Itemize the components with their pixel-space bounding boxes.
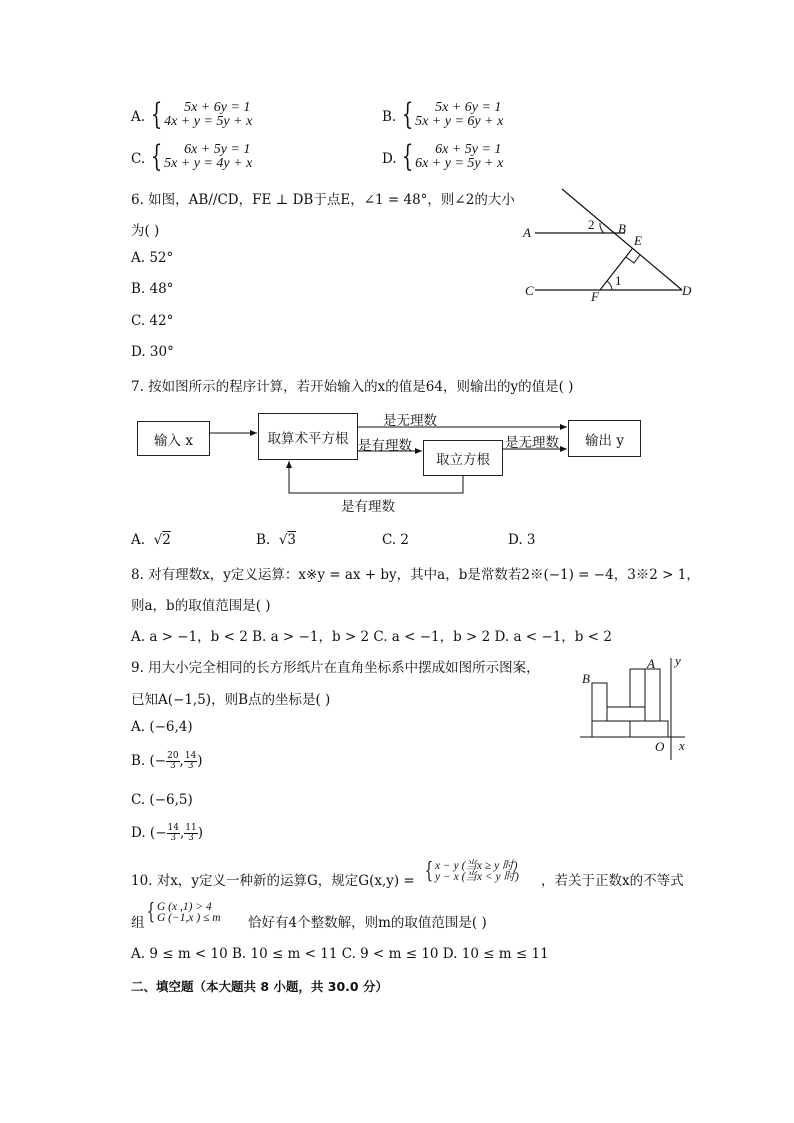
rect-middle: [607, 707, 645, 721]
q10-stem-line1-prefix: 10. 对x，y定义一种新的运算G，规定G(x,y) =: [131, 873, 415, 889]
q10-stem-line1-suffix: ，若关于正数x的不等式: [541, 873, 684, 889]
q6-option-b: B. 48°: [131, 281, 174, 297]
q8-stem-line2: 则a，b的取值范围是( ): [131, 598, 271, 614]
q10-case1: x − y (当x ≥ y 时): [435, 860, 518, 872]
q7-option-b: B. √3: [256, 532, 297, 548]
q5-option-c-system: { 6x + 5y = 1 5x + y = 4y + x: [150, 139, 253, 174]
q6-option-d: D. 30°: [131, 344, 174, 360]
label-e: E: [634, 233, 642, 248]
q5-a-eq1: 5x + 6y = 1: [184, 100, 251, 115]
q9-rectangles-figure: [575, 650, 695, 760]
flow-label-rational-mid: 是有理数: [358, 438, 412, 454]
q5-c-eq2: 5x + y = 4y + x: [164, 156, 253, 171]
q5-b-eq2: 5x + y = 6y + x: [415, 114, 504, 129]
q9-option-b: B. (− $\frac{20}{3}$ , $\frac{14}{3}$ ): [131, 751, 203, 771]
label-1: 1: [615, 273, 622, 288]
label-a: A: [523, 225, 531, 240]
q5-option-b-label: B.: [382, 109, 397, 125]
label-y: y: [675, 653, 681, 668]
sqrt-icon: √: [153, 532, 163, 548]
q5-a-eq2: 4x + y = 5y + x: [164, 114, 253, 129]
label-o: O: [655, 739, 665, 754]
q5-option-d-system: { 6x + 5y = 1 6x + y = 5y + x: [401, 139, 504, 174]
flow-sqrt-label: 取算术平方根: [267, 430, 349, 447]
q5-c-eq1: 6x + 5y = 1: [184, 142, 251, 157]
rect-center-upright: [630, 669, 645, 707]
q6-option-c: C. 42°: [131, 313, 174, 329]
rect-right-upright: [645, 669, 660, 721]
q10-options: A. 9 ≤ m < 10 B. 10 ≤ m < 11 C. 9 < m ≤ 10 D. 10 ≤ m ≤ 11: [131, 946, 549, 962]
q5-option-a-system: { 5x + 6y = 1 4x + y = 5y + x: [150, 97, 253, 132]
q5-d-eq1: 6x + 5y = 1: [435, 142, 502, 157]
flow-output-box: [568, 420, 641, 457]
q10-piecewise-definition: { x − y (当x ≥ y 时) y − x (当x < y 时): [424, 859, 519, 884]
q6-stem-line1: 6. 如图，AB//CD，FE ⊥ DB于点E，∠1 = 48°，则∠2的大小: [131, 192, 515, 208]
flow-label-irrational-top: 是无理数: [383, 413, 437, 429]
q6-option-a: A. 52°: [131, 250, 174, 266]
q7-stem: 7. 按如图所示的程序计算，若开始输入的x的值是64，则输出的y的值是( ): [131, 379, 574, 395]
flow-input-label: 输入 x: [154, 432, 193, 449]
q9-option-c: C. (−6,5): [131, 792, 193, 808]
flow-input-box: [137, 421, 210, 456]
rect-bottom-left: [592, 721, 630, 737]
q9-option-d: D. (− $\frac{14}{3}$ , $\frac{11}{3}$ ): [131, 823, 203, 843]
q5-option-d-label: D.: [382, 151, 397, 167]
label-b: B: [582, 671, 590, 686]
rect-bottom-right: [630, 721, 668, 737]
label-2: 2: [588, 217, 595, 232]
rect-left-upright: [592, 683, 607, 721]
q6-stem-line2: 为( ): [131, 223, 160, 239]
q9-stem-line2: 已知A(−1,5)，则B点的坐标是( ): [131, 692, 331, 708]
q5-option-b-system: { 5x + 6y = 1 5x + y = 6y + x: [401, 97, 504, 132]
label-b: B: [618, 221, 626, 236]
q10-inequality-system: { G (x ,1) > 4 G (−1,x ) ≤ m: [146, 900, 221, 925]
q5-d-eq2: 6x + y = 5y + x: [415, 156, 504, 171]
q10-ineq1: G (x ,1) > 4: [157, 901, 212, 913]
q8-options: A. a > −1，b < 2 B. a > −1，b > 2 C. a < −1，b > 2 D. a < −1，b < 2: [131, 629, 612, 645]
label-c: C: [525, 283, 534, 298]
section-heading-fill-in: 二、填空题（本大题共 8 小题，共 30.0 分）: [131, 979, 388, 994]
q8-stem-line1: 8. 对有理数x，y定义运算：x※y = ax + by，其中a，b是常数若2※(−1) = −4，3※2 > 1，: [131, 567, 700, 583]
q10-case2: y − x (当x < y 时): [435, 871, 519, 883]
flow-label-irrational-right: 是无理数: [505, 435, 559, 451]
label-d: D: [682, 283, 692, 298]
q5-option-a-label: A.: [131, 109, 146, 125]
q9-option-a: A. (−6,4): [131, 719, 193, 735]
q7-option-d: D. 3: [508, 532, 536, 548]
flow-sqrt-box: [258, 413, 358, 460]
flow-cbrt-box: [423, 440, 503, 476]
q10-stem-line2-prefix: 组: [131, 915, 145, 931]
label-a: A: [647, 656, 655, 671]
flow-output-label: 输出 y: [585, 432, 624, 449]
q10-stem-line2-suffix: 恰好有4个整数解，则m的取值范围是( ): [248, 915, 487, 931]
q9-stem-line1: 9. 用大小完全相同的长方形纸片在直角坐标系中摆成如图所示图案，: [131, 660, 540, 676]
q10-ineq2: G (−1,x ) ≤ m: [157, 912, 221, 924]
flow-cbrt-label: 取立方根: [436, 452, 490, 468]
q7-option-a: A. √2: [131, 532, 171, 548]
label-x: x: [679, 738, 685, 753]
q7-option-c: C. 2: [382, 532, 410, 548]
q5-option-c-label: C.: [131, 151, 146, 167]
flow-label-rational-bottom: 是有理数: [341, 499, 395, 515]
sqrt-icon: √: [278, 532, 288, 548]
label-f: F: [591, 289, 599, 304]
q5-b-eq1: 5x + 6y = 1: [435, 100, 502, 115]
